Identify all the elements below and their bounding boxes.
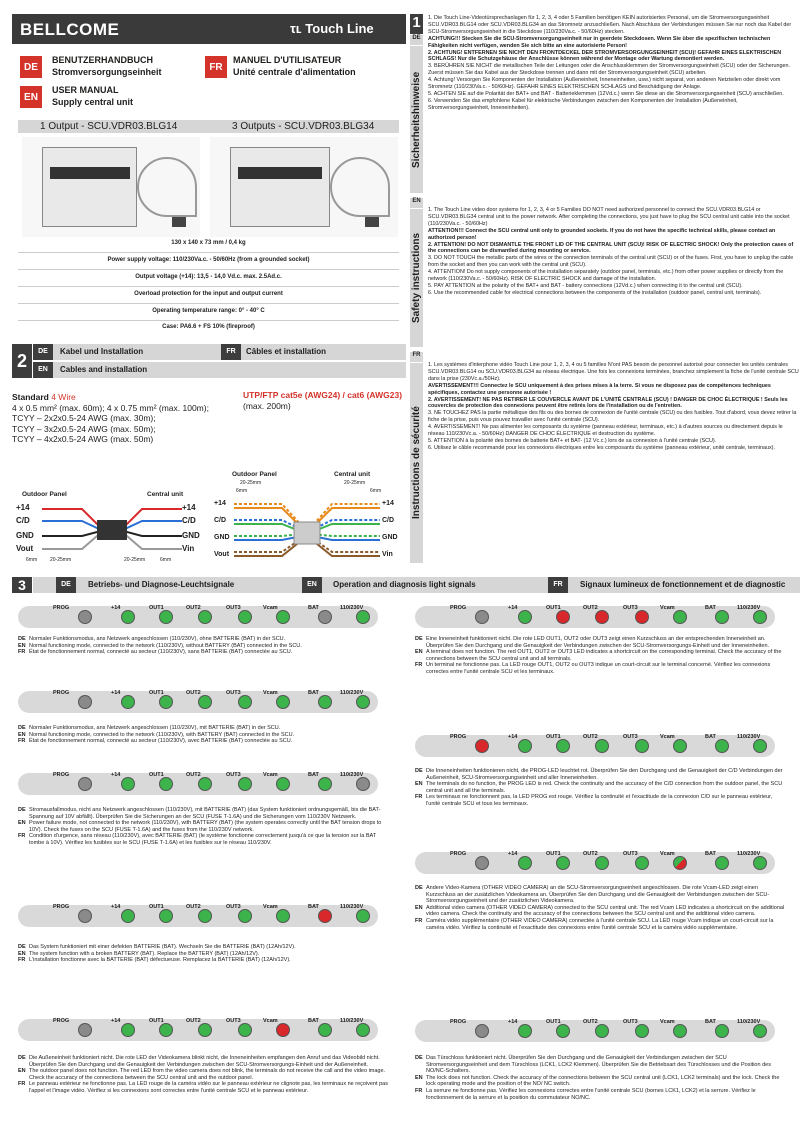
led-out2-icon <box>595 1024 609 1038</box>
led-bat-icon <box>715 610 729 624</box>
gnd-utp-left: GND <box>214 534 230 541</box>
wires-utp <box>232 496 382 558</box>
led-label: OUT3 <box>226 1018 241 1024</box>
lang-tag: DE <box>18 1055 26 1061</box>
led-vcam-icon <box>673 1024 687 1038</box>
led-14-icon <box>518 739 532 753</box>
led-label: OUT1 <box>546 1019 561 1025</box>
led-description <box>415 1055 787 1101</box>
diag-en-title: Operation and diagnosis light signals <box>333 580 476 589</box>
safety-en-tag: EN <box>410 198 423 208</box>
led-out2-icon <box>198 695 212 709</box>
en-subtitle: Supply central unit <box>52 97 134 107</box>
led-vcam-icon <box>276 695 290 709</box>
led-description <box>18 636 390 656</box>
led-label: OUT3 <box>623 605 638 611</box>
en-tag: EN <box>20 86 42 108</box>
led-description-text: Die Inneneinheiten funktionieren nicht, die PROG-LED leuchtet rot. Überprüfen Sie den Durchgang und die Genauigkeit der C/D Verbindungen der Außeneinheit, SCU-Stromversorgungseinheit und aller Inneneinheiten. <box>426 768 783 781</box>
led-label: 110/230V <box>340 772 364 778</box>
lang-tag: EN <box>18 731 26 738</box>
mm2025-utp-left: 20-25mm <box>240 480 262 486</box>
led-110230v-icon <box>356 777 370 791</box>
lang-tag: FR <box>18 833 26 840</box>
cable-de-tag: DE <box>33 344 53 360</box>
led-110230v-icon <box>753 610 767 624</box>
led-label: BAT <box>308 772 319 778</box>
led-14-icon <box>121 695 135 709</box>
led-out1-icon <box>159 610 173 624</box>
led-out2-icon <box>595 739 609 753</box>
lang-tag: DE <box>18 636 26 642</box>
model-1: 1 Output - SCU.VDR03.BLG14 <box>40 121 178 132</box>
led-out3-icon <box>635 856 649 870</box>
device-2-image <box>210 137 398 237</box>
diag-fr-title: Signaux lumineux de fonctionnement et de diagnostic <box>580 580 786 589</box>
led-description <box>18 1055 390 1095</box>
spec-power: Power supply voltage: 110/230Va.c. - 50/60Hz (from a grounded socket) <box>18 257 399 270</box>
lang-tag: FR <box>415 662 423 669</box>
led-out2-icon <box>198 909 212 923</box>
safety-fr-tag: FR <box>410 352 423 362</box>
plus14-left: +14 <box>16 503 30 512</box>
cd-left: C/D <box>16 516 30 525</box>
led-out3-icon <box>635 610 649 624</box>
led-bat-icon <box>318 1023 332 1037</box>
lang-tag: FR <box>18 1081 26 1088</box>
lang-tag: DE <box>415 1055 423 1061</box>
led-label: +14 <box>508 851 518 857</box>
brand-logo: BELLCOME <box>20 20 120 39</box>
led-description-text: The outdoor panel does not function. The red LED from the video camera does not blink, the terminals do not receive the call and the video image. Check the accuracy of the connections between the SCU central unit and the outdoor panel. <box>29 1068 386 1081</box>
led-description <box>415 768 787 808</box>
led-bat-icon <box>715 856 729 870</box>
led-label: BAT <box>308 1018 319 1024</box>
led-label: Vcam <box>263 904 278 910</box>
led-label: BAT <box>308 690 319 696</box>
led-prog-icon <box>78 909 92 923</box>
lang-tag: EN <box>415 781 423 788</box>
lang-tag: EN <box>18 642 26 649</box>
led-description <box>415 885 787 931</box>
led-label: +14 <box>508 605 518 611</box>
led-description-text: Caméra vidéo supplémentaire (OTHER VIDEO CAMERA) connectée à l'unité centrale SCU. La LED rouge Vcam indique un court-circuit sur la caméra vidéo. Vérifiez la continuité et l'exactitude des connexions entre l'unité centrale SCU et la caméra vidéo supplémentaire. <box>426 917 774 931</box>
led-14-icon <box>121 777 135 791</box>
led-out3-icon <box>635 739 649 753</box>
led-label: 110/230V <box>737 1019 761 1025</box>
spec-temp: Operating temperature range: 0° - 40° C <box>18 308 399 321</box>
led-description-text: Normaler Funktionsmodus, ans Netzwerk angeschlossen (110/230V), ohne BATTERIE (BAT) in der SCU. <box>29 636 286 642</box>
led-out1-icon <box>556 610 570 624</box>
safety-de-text: 1. Die Touch Line-Videotürsprechanlagen für 1, 2, 3, 4 oder 5 Familien benötigen KEIN autorisiertes Personal, um die Stromversorgungseinheit SCU.VDR03.BLG14 oder SCU.VDR03.BLG34 an das Stromnetz anzuschließen. Nach Abschluss der Verbindungen müssen Sie nur noch das Kabel der SCU-Stromversorgungseinheit in die Steckdose (110/230Va.c. - 50/60Hz) stecken. ACHTUNG!!! Stecken Sie die SCU-Stromversorgungseinheit nur in geerdete Steckdosen. Wenn Sie über die spezifischen technischen Fähigkeiten nicht verfügen, wenden Sie sich bitte an eine autorisierte Person! 2. ACHTUNG! ENTFERNEN SIE NICHT DEN FRONTDECKEL DER STROMVERSORGUNGSEINHEIT (SCU)! GEFAHR EINES ELEKTRISCHEN SCHLAGS! Nur die Schutzgehäuse der Anschlüsse können während der Montage oder Wartung demontiert werden. 3. BERÜHREN SIE NICHT die metallischen Teile der Leitungen oder die Anschlussklemmen der Stromversorgungseinheit (SCU) oder der Sicherungen. Zuerst müssen Sie das Kabel aus der Steckdose trennen und dann mit der Stromversorgungseinheit (SCU) arbeiten. 4. Achtung! Versorgen Sie Komponenten der Installation (Außeneinheit, Inneneinheiten, usw.) nicht separat, von anderen Netzteilen oder direkt vom Stromnetz (110/230Va.c. - 50/60Hz). GEFAHR EINES ELEKTRISCHEN SCHLAGS und Beschädigung der Anlage. 5. ACHTEN SIE auf die Polarität der BAT+ und BAT - Batterieklemmen (12Vd.c.) wenn Sie diese an die Stromversorgungseinheit (SCU) anschließen. 6. Verwenden Sie das empfohlene Kabel für elektrische Verbindungen zwischen den Komponenten der Installation (Außeneinheit, Stromversorgungseinheit, Inneneinheiten). <box>428 15 792 111</box>
led-label: OUT3 <box>623 1019 638 1025</box>
led-110230v-icon <box>356 610 370 624</box>
led-out2-icon <box>198 1023 212 1037</box>
mm6-utp-left: 6mm <box>236 488 248 494</box>
led-prog-icon <box>78 695 92 709</box>
mm6-utp-right: 6mm <box>370 488 382 494</box>
led-vcam-icon <box>673 610 687 624</box>
led-label: OUT1 <box>149 1018 164 1024</box>
lang-tag: EN <box>415 649 423 656</box>
fr-title: MANUEL D'UTILISATEUR <box>233 55 342 65</box>
led-label: PROG <box>450 1019 467 1025</box>
led-label: OUT2 <box>186 772 201 778</box>
led-description-text: Power failure mode, not connected to the network (110/230V), with BATTERY (BAT) (the system operates correctly until the BAT tension drops to 10V). Check the fuses on the SCU (FUSE T-1.6A) and the fuses from the 110/230V network. <box>29 820 382 833</box>
led-description-text: Normal functioning mode, connected to the network (110/230V), without BATTERY (BAT) connected in the SCU. <box>29 642 302 649</box>
led-description-text: Normaler Funktionsmodus, ans Netzwerk angeschlossen (110/230V), mit BATTERIE (BAT) in der SCU. <box>29 725 281 731</box>
safety-de-side: Sicherheitshinweise <box>410 46 423 193</box>
led-label: BAT <box>705 1019 716 1025</box>
fr-subtitle: Unité centrale d'alimentation <box>233 67 356 77</box>
lang-tag: FR <box>415 917 423 924</box>
std-cable-text: Standard 4 Wire 4 x 0.5 mm² (max. 60m); 4 x 0.75 mm² (max. 100m); TCYY – 2x2x0.5-24 AWG (max. 30m); TCYY – 3x2x0.5-24 AWG (max. 50m); TCYY – 4x2x0.5-24 AWG (max. 50m) <box>12 392 209 444</box>
lang-tag: DE <box>18 807 26 813</box>
utp-cable-text: UTP/FTP cat5e (AWG24) / cat6 (AWG23) (max. 200m) <box>243 390 403 411</box>
led-110230v-icon <box>356 1023 370 1037</box>
led-description-text: État de fonctionnement normal, connecté au secteur (110/230V), sans BATTERIE (BAT) connectée au SCU. <box>29 649 293 656</box>
led-out1-icon <box>159 1023 173 1037</box>
led-label: 110/230V <box>737 851 761 857</box>
lang-tag: DE <box>415 768 423 774</box>
diag-de-tag: DE <box>56 577 76 593</box>
lang-tag: EN <box>415 1074 423 1081</box>
safety-fr-side: Instructions de sécurité <box>410 363 423 563</box>
led-bat-icon <box>715 739 729 753</box>
led-label: BAT <box>308 605 319 611</box>
spec-overload: Overload protection for the input and output current <box>18 291 399 304</box>
led-description-text: L'installation fonctionne avec la BATTERIE (BAT) défectueuse. Remplacez la BATTERIE (BAT) (12Ah/12V). <box>29 957 291 964</box>
led-label: OUT2 <box>583 851 598 857</box>
led-out2-icon <box>595 610 609 624</box>
model-2: 3 Outputs - SCU.VDR03.BLG34 <box>232 121 375 132</box>
led-label: OUT3 <box>226 690 241 696</box>
plus14-utp-right: +14 <box>382 500 394 507</box>
led-label: OUT3 <box>623 851 638 857</box>
touchline-label: Touch Line <box>305 21 374 36</box>
device-1-image <box>22 137 200 237</box>
led-bat-icon <box>318 610 332 624</box>
led-description-text: La serrure ne fonctionne pas. Vérifiez les connexions correctes entre l'unité centrale SCU (bornes LCK1, LCK2) et la serrure. Vérifiez le fonctionnement de la serrure et la position du commutateur NO/NC. <box>426 1087 756 1101</box>
lang-tag: EN <box>18 1068 26 1075</box>
led-out3-icon <box>238 777 252 791</box>
central-unit-label: Central unit <box>147 491 184 498</box>
led-label: OUT1 <box>149 904 164 910</box>
de-title: BENUTZERHANDBUCH <box>52 55 153 65</box>
led-label: OUT3 <box>623 734 638 740</box>
led-label: 110/230V <box>340 690 364 696</box>
lang-tag: EN <box>415 904 423 911</box>
outdoor-panel-label: Outdoor Panel <box>22 491 67 498</box>
led-label: Vcam <box>660 1019 675 1025</box>
gnd-utp-right: GND <box>382 534 398 541</box>
lang-tag: DE <box>18 944 26 950</box>
led-description <box>415 636 787 676</box>
led-label: 110/230V <box>737 734 761 740</box>
vin-right: Vin <box>182 544 195 553</box>
led-prog-icon <box>78 1023 92 1037</box>
led-out2-icon <box>595 856 609 870</box>
led-label: OUT1 <box>546 605 561 611</box>
led-prog-icon <box>475 856 489 870</box>
lang-tag: FR <box>18 649 26 656</box>
led-label: 110/230V <box>340 904 364 910</box>
led-label: OUT3 <box>226 605 241 611</box>
spec-case: Case: PA6.6 + FS 10% (fireproof) <box>162 324 255 330</box>
led-vcam-icon <box>276 777 290 791</box>
lang-tag: DE <box>18 725 26 731</box>
led-110230v-icon <box>753 739 767 753</box>
central-unit-label-utp: Central unit <box>334 471 371 478</box>
led-label: BAT <box>705 851 716 857</box>
led-label: 110/230V <box>737 605 761 611</box>
cd-utp-right: C/D <box>382 517 395 524</box>
led-description-text: The lock does not function. Check the accuracy of the connections between the SCU central unit (LCK1, LCK2 terminals) and the lock. Check the lock operating mode and the position of the NO/ NC switch. <box>426 1074 780 1088</box>
cable-en-tag: EN <box>33 362 53 378</box>
led-out1-icon <box>556 1024 570 1038</box>
plus14-right: +14 <box>182 503 196 512</box>
led-vcam-icon <box>673 739 687 753</box>
cable-de-title: Kabel und Installation <box>60 347 144 356</box>
cable-fr-title: Câbles et installation <box>246 347 327 356</box>
led-label: PROG <box>53 690 70 696</box>
led-110230v-icon <box>753 1024 767 1038</box>
led-label: +14 <box>111 1018 121 1024</box>
section-2-number: 2 <box>12 344 32 378</box>
led-14-icon <box>518 856 532 870</box>
diag-de-title: Betriebs- und Diagnose-Leuchtsignale <box>88 580 235 589</box>
led-description-text: Das Türschloss funktioniert nicht. Überprüfen Sie den Durchgang und die Genauigkeit der Verbindungen zwischen der SCU Stromversorgungseinheit und dem Türschloss (LCK1, LCK2 Klemmen). Überprüfen Sie die Betriebsart des Türschlosses und die Position des NO/NC-Schalters. <box>426 1055 771 1075</box>
led-vcam-icon <box>276 909 290 923</box>
led-out3-icon <box>238 695 252 709</box>
gnd-left: GND <box>16 531 34 540</box>
led-label: PROG <box>53 605 70 611</box>
led-vcam-icon <box>673 856 687 870</box>
led-description-text: Andere Video-Kamera (OTHER VIDEO CAMERA) an die SCU-Stromversorgungseinheit angeschlossen. Die rote Vcam-LED zeigt einen Kurzschluss an der zusätzlichen Videokamera an. Überprüfen Sie den Durchgang und die Genauigkeit der Verbindungen zwischen der SCU-Stromversorgungseinheit und der zusätzlichen Videokamera. <box>426 885 770 905</box>
led-out1-icon <box>159 777 173 791</box>
led-110230v-icon <box>356 695 370 709</box>
lang-tag: FR <box>18 738 26 745</box>
led-label: BAT <box>705 734 716 740</box>
en-title: USER MANUAL <box>52 85 119 95</box>
led-label: PROG <box>450 734 467 740</box>
led-label: OUT2 <box>186 690 201 696</box>
led-bat-icon <box>715 1024 729 1038</box>
cd-utp-left: C/D <box>214 517 227 524</box>
mm6-left: 6mm <box>26 557 38 563</box>
led-description-text: Eine Inneneinheit funktioniert nicht. Die rote LED OUT1, OUT2 oder OUT3 zeigt einen Kurzschluss an der entsprechenden Inneneinheit an. Überprüfen Sie den Durchgang und die Genauigkeit der Verbindungen zwischen der SCU-Stromversorgungs-Einheit und der Inneneinheiten. <box>426 636 770 649</box>
led-bat-icon <box>318 909 332 923</box>
led-110230v-icon <box>753 856 767 870</box>
led-label: PROG <box>450 851 467 857</box>
led-label: Vcam <box>263 1018 278 1024</box>
led-label: OUT2 <box>583 605 598 611</box>
led-description-text: The terminals do no function, the PROG LED is red. Check the continuity and the accuracy of the C/D connection from the outdoor panel, the SCU central unit and all the terminals. <box>426 781 783 794</box>
led-out1-icon <box>159 695 173 709</box>
led-label: OUT3 <box>226 904 241 910</box>
led-label: Vcam <box>263 605 278 611</box>
led-label: 110/230V <box>340 605 364 611</box>
led-label: OUT2 <box>186 1018 201 1024</box>
touchline-logo <box>290 21 374 36</box>
led-14-icon <box>121 610 135 624</box>
led-label: PROG <box>53 904 70 910</box>
led-label: BAT <box>705 605 716 611</box>
led-out3-icon <box>238 610 252 624</box>
led-label: Vcam <box>660 734 675 740</box>
led-out3-icon <box>238 909 252 923</box>
vout-utp-left: Vout <box>214 551 230 558</box>
led-description-text: Das System funktioniert mit einer defekten BATTERIE (BAT). Wechseln Sie die BATTERIE (BAT) (12Ah/12V). <box>29 944 296 950</box>
mm6-right: 6mm <box>160 557 172 563</box>
led-out1-icon <box>556 856 570 870</box>
led-label: Vcam <box>263 772 278 778</box>
led-label: OUT1 <box>149 772 164 778</box>
led-prog-icon <box>78 610 92 624</box>
cd-right: C/D <box>182 516 196 525</box>
led-prog-icon <box>475 1024 489 1038</box>
spec-dimensions: 130 x 140 x 73 mm / 0,4 kg <box>18 240 399 253</box>
led-label: +14 <box>111 690 121 696</box>
spec-output: Output voltage (+14): 13,5 - 14,0 Vd.c. max. 2.5Ad.c. <box>18 274 399 287</box>
led-label: OUT2 <box>186 904 201 910</box>
vin-utp-right: Vin <box>382 551 393 558</box>
diag-en-tag: EN <box>302 577 322 593</box>
section-3-number: 3 <box>12 577 32 593</box>
led-out2-icon <box>198 610 212 624</box>
led-label: +14 <box>508 1019 518 1025</box>
lang-tag: DE <box>415 636 423 642</box>
led-label: OUT1 <box>149 605 164 611</box>
led-label: OUT1 <box>149 690 164 696</box>
gnd-right: GND <box>182 531 200 540</box>
led-bat-icon <box>318 695 332 709</box>
led-vcam-icon <box>276 610 290 624</box>
lang-tag: FR <box>415 794 423 801</box>
safety-en-side: Safety instructions <box>410 209 423 347</box>
safety-en-text: 1. The Touch Line video door systems for 1, 2, 3, 4 or 5 Families DO NOT need authorized personnel to connect the SCU.VDR03.BLG14 or SCU.VDR03.BLG34 central unit to the power network. After completing the connections, you just have to plug the SCU central unit cable into the socket (110/230Va.c. - 50/60Hz) ATTENTION!!! Connect the SCU central unit only to grounded sockets. If you do not have the specific technical skills, please contact an authorized person! 2. ATTENTION! DO NOT DISMANTLE THE FRONT LID OF THE CENTRAL UNIT (SCU)! RISK OF ELECTRIC SHOCK! Only the protection cases of the connections can be dismantled during mounting or service. 3. DO NOT TOUCH the metallic parts of the wires or the connection terminals of the central unit (SCU) or of the fuses. First, you have to unplug the cable from the socket and then you can work with the central unit (SCU). 4. ATTENTION! Do not supply components of the installation separately (outdoor panel, terminals, etc.) from other power supplies or directly from the network (110/230Va.c. - 50/60Hz). RISK OF ELECTRIC SHOCK and damage of the installation. 5. PAY ATTENTION at the polarity of the BAT+ and BAT - battery connections (12Vd.c.) when connecting it to the central unit (SCU). 6. Use the recommended cable for electrical connections between the components of the installation (outdoor panel, central unit, terminals). <box>428 207 794 296</box>
led-prog-icon <box>78 777 92 791</box>
led-label: Vcam <box>660 851 675 857</box>
led-description-text: État de fonctionnement normal, connecté au secteur (110/230V), avec BATTERIE (BAT) connectée au SCU. <box>29 738 293 745</box>
led-prog-icon <box>475 739 489 753</box>
vout-left: Vout <box>16 544 34 553</box>
mm2025-utp-right: 20-25mm <box>344 480 366 486</box>
touchline-icon: τʟ <box>290 21 306 36</box>
led-14-icon <box>121 909 135 923</box>
led-description <box>18 725 390 745</box>
cable-en-title: Cables and installation <box>60 365 148 374</box>
led-label: +14 <box>111 772 121 778</box>
led-out1-icon <box>556 739 570 753</box>
led-label: BAT <box>308 904 319 910</box>
diag-fr-tag: FR <box>548 577 568 593</box>
led-description-text: Normal functioning mode, connected to the network (110/230V), with BATTERY (BAT) connected in the SCU. <box>29 731 295 738</box>
cable-fr-tag: FR <box>221 344 241 360</box>
outdoor-panel-label-utp: Outdoor Panel <box>232 471 277 478</box>
led-label: 110/230V <box>340 1018 364 1024</box>
led-label: Vcam <box>263 690 278 696</box>
de-subtitle: Stromversorgungseinheit <box>52 67 162 77</box>
led-description <box>18 944 390 964</box>
led-description-text: Le panneau extérieur ne fonctionne pas. La LED rouge de la caméra vidéo sur le panneau extérieur ne clignote pas, les terminaux ne reçoivent pas l'appel et l'image vidéo. Vérifiez si les connexions sont correctes entre l'unité centrale SCU et le panneau extérieur. <box>29 1081 388 1094</box>
led-out1-icon <box>159 909 173 923</box>
led-label: +14 <box>508 734 518 740</box>
led-description-text: Die Außeneinheit funktioniert nicht. Die rote LED der Videokamera blinkt nicht, die Inneneinheiten empfangen den Anruf und das Videobild nicht. Überprüfen Sie den Durchgang und die Genauigkeit der Verbindungen zwischen der SCU-Stromversorgungs-Einheit und der Außeneinheit. <box>29 1055 380 1068</box>
led-label: PROG <box>53 1018 70 1024</box>
led-label: OUT2 <box>583 734 598 740</box>
led-out2-icon <box>198 777 212 791</box>
led-prog-icon <box>475 610 489 624</box>
led-out3-icon <box>238 1023 252 1037</box>
led-14-icon <box>518 610 532 624</box>
led-label: OUT3 <box>226 772 241 778</box>
led-14-icon <box>121 1023 135 1037</box>
lang-tag: FR <box>18 957 26 964</box>
led-description-text: Stromausfallmodus, nicht ans Netzwerk angeschlossen (110/230V), mit BATTERIE (BAT) (das System funktioniert ordnungsgemäß, bis die BAT-Spannung auf 10V abfällt). Überprüfen Sie die Sicherungen an der SCU (FUSE T-1.6A) und die Sicherungen vom 110/230V Netzwerk. <box>29 807 381 820</box>
safety-fr-text: 1. Les systèmes d'interphone vidéo Touch Line pour 1, 2, 3, 4 ou 5 familles N'ont PAS besoin de personnel autorisé pour connecter les unités centrales SCU.VDR03.BLG14 ou SCU.VDR03.BLG34 au réseau électrique. Une fois les connexions terminées, branchez simplement la fiche de l'unité centrale SCU dans la prise (230Vc.a./50Hz). AVERTISSEMENT!!! Connectez le SCU uniquement à des prises mises à la terre. Si vous ne disposez pas de compétences techniques spécifiques, contactez une personne autorisée ! 2. AVERTISSEMENT! NE PAS RETIRER LE COUVERCLE AVANT DE L'UNITÉ CENTRALE (SCU) ! DANGER DE CHOC ÉLECTRIQUE ! Seuls les couvercles de protection des connexions peuvent être retirés lors de l'installation ou de l'entretien. 3. NE TOUCHEZ PAS la partie métallique des fils ou des bornes de connexion de l'unité centrale (SCU) ou des fusibles. Tout d'abord, vous devez retirer la fiche de la prise, puis vous pouvez travailler avec l'unité centrale (SCU). 4. AVERTISSEMENT! Ne pas alimenter les composants du système (panneau extérieur, terminaux, etc.) à d'autres sources ou directement depuis le réseau 110/230Vc.a. - 50/60Hz) DANGER DE CHOC ÉLECTRIQUE et destruction du système. 5. ATTENTION à la polarité des bornes de batterie BAT+ et BAT- (12 Vc.c.) lors de sa connexion à l'unité centrale (SCU). 6. Utilisez le câble recommandé pour les connexions électriques entre les composants du système (panneau extérieur, unité centrale, terminaux). <box>428 362 799 451</box>
led-label: OUT2 <box>186 605 201 611</box>
led-label: OUT1 <box>546 851 561 857</box>
wires-standard <box>42 504 182 554</box>
wiring-standard-diagram <box>12 488 212 566</box>
led-description <box>18 807 390 847</box>
de-tag: DE <box>20 56 42 78</box>
section-1-number: 1 <box>410 14 423 34</box>
led-label: OUT2 <box>583 1019 598 1025</box>
led-label: Vcam <box>660 605 675 611</box>
lang-tag: DE <box>415 885 423 891</box>
led-description-text: Additional video camera (OTHER VIDEO CAMERA) connected to the SCU central unit. The red Vcam LED indicates a shortcircuit on the additional video camera. Check the continuity and the accuracy of the connections between the SCU central unit and the additional video camera. <box>426 904 785 918</box>
led-14-icon <box>518 1024 532 1038</box>
led-out3-icon <box>635 1024 649 1038</box>
mm2025-right: 20-25mm <box>124 557 146 563</box>
led-110230v-icon <box>356 909 370 923</box>
safety-de-tag: DE <box>410 35 423 45</box>
led-vcam-icon <box>276 1023 290 1037</box>
led-label: PROG <box>53 772 70 778</box>
led-description-text: Un terminal ne fonctionne pas. La LED rouge OUT1, OUT2 ou OUT3 indique un court-circuit sur le terminal concerné. Vérifiez les connexions correctes entre l'unité centrale SCU et les terminaux. <box>426 662 771 675</box>
wiring-utp-diagram <box>212 468 406 568</box>
led-label: PROG <box>450 605 467 611</box>
lang-tag: FR <box>415 1087 423 1094</box>
led-description-text: Les terminaux ne fonctionnent pas, la LED PROG est rouge. Vérifiez la continuité et l'exactitude de la connexion C/D sur le panneau extérieur, l'unité centrale SCU et tous les terminaux. <box>426 794 773 807</box>
led-label: +14 <box>111 904 121 910</box>
fr-tag: FR <box>205 56 227 78</box>
plus14-utp-left: +14 <box>214 500 226 507</box>
led-bat-icon <box>318 777 332 791</box>
led-label: OUT1 <box>546 734 561 740</box>
mm2025-left: 20-25mm <box>50 557 72 563</box>
led-description-text: The system function with a broken BATTERY (BAT). Replace the BATTERY (BAT) (12Ah/12V). <box>29 950 260 957</box>
led-label: +14 <box>111 605 121 611</box>
lang-tag: EN <box>18 820 26 827</box>
led-description-text: A terminal does not function. The red OUT1, OUT2 or OUT3 LED indicates a shortcircuit on the corresponding terminal. Check the accuracy of the connections between the SCU central unit and all terminals. <box>426 649 782 662</box>
led-description-text: Condition d'urgence, sans réseau (110/230V), avec BATTERIE (BAT) (le système fonctionne correctement jusqu'à ce que la tension sur la BAT tombe à 10V). Vérifiez les fusibles sur le SCU (FUSE T-1.6A) et les fusibles sur le réseau 110/230V. <box>29 833 377 846</box>
lang-tag: EN <box>18 950 26 957</box>
